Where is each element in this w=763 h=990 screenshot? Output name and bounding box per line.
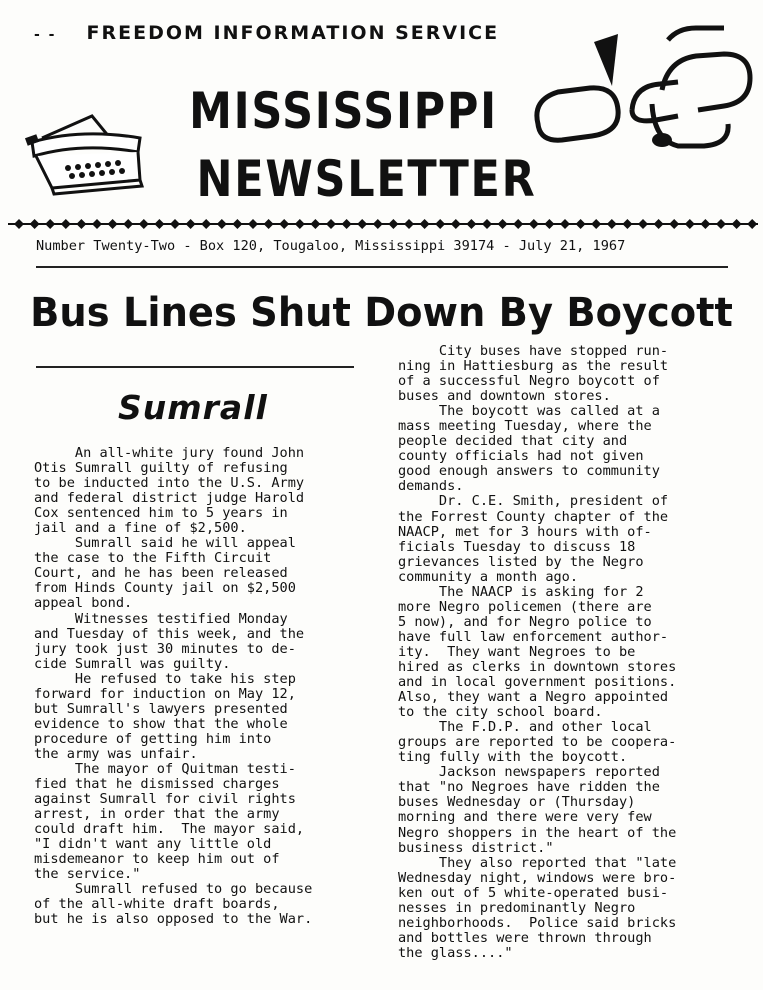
text-line: Sumrall refused to go because bbox=[34, 881, 313, 898]
diamond-ornament bbox=[498, 219, 508, 229]
diamond-ornament bbox=[669, 219, 679, 229]
text-line: misdemeanor to keep him out of bbox=[34, 851, 280, 868]
decorative-dashes: - - bbox=[34, 27, 57, 43]
text-line: procedure of getting him into bbox=[34, 730, 272, 747]
text-line: the service." bbox=[34, 866, 141, 883]
text-line: to the city school board. bbox=[398, 704, 603, 721]
text-line: good enough answers to community bbox=[398, 463, 660, 480]
text-line: forward for induction on May 12, bbox=[34, 685, 296, 702]
diamond-ornament bbox=[732, 219, 742, 229]
diamond-ornament bbox=[30, 219, 40, 229]
text-line: to be inducted into the U.S. Army bbox=[34, 475, 305, 492]
decorative-diamond-rule bbox=[8, 216, 758, 232]
text-line: and Tuesday of this week, and the bbox=[34, 625, 305, 642]
diamond-ornament bbox=[544, 219, 554, 229]
headline: Bus Lines Shut Down By Boycott bbox=[30, 290, 733, 336]
text-line: evidence to show that the whole bbox=[34, 715, 288, 732]
text-line: fied that he dismissed charges bbox=[34, 776, 280, 793]
text-line: of the all-white draft boards, bbox=[34, 896, 280, 913]
diamond-ornament bbox=[248, 219, 258, 229]
diamond-ornament bbox=[342, 219, 352, 229]
title-newsletter: NEWSLETTER bbox=[196, 150, 537, 208]
diamond-ornament bbox=[201, 219, 211, 229]
text-line: that "no Negroes have ridden the bbox=[398, 779, 660, 796]
diamond-ornament bbox=[420, 219, 430, 229]
diamond-ornament bbox=[279, 219, 289, 229]
text-line: groups are reported to be coopera- bbox=[398, 734, 677, 751]
masthead-service bbox=[34, 22, 514, 52]
text-line: ken out of 5 white-operated busi- bbox=[398, 884, 669, 901]
text-line: City buses have stopped run- bbox=[398, 343, 669, 359]
sumrall-story-text bbox=[34, 446, 312, 928]
text-line: ity. They want Negroes to be bbox=[398, 643, 636, 660]
text-line: of a successful Negro boycott of bbox=[398, 373, 660, 390]
text-line: the army was unfair. bbox=[34, 745, 198, 762]
text-line: morning and there were very few bbox=[398, 809, 652, 826]
diamond-ornament bbox=[716, 219, 726, 229]
text-line: the Forrest County chapter of the bbox=[398, 508, 669, 525]
text-line: against Sumrall for civil rights bbox=[34, 791, 296, 808]
text-line: and bottles were thrown through bbox=[398, 929, 652, 946]
diamond-ornament bbox=[529, 219, 539, 229]
diamond-ornament bbox=[513, 219, 523, 229]
diamond-ornament bbox=[466, 219, 476, 229]
text-line: Otis Sumrall guilty of refusing bbox=[34, 460, 288, 477]
diamond-ornament bbox=[14, 219, 24, 229]
diamond-ornament bbox=[232, 219, 242, 229]
text-line: the glass...." bbox=[398, 944, 513, 961]
text-line: Court, and he has been released bbox=[34, 565, 288, 582]
column-rule bbox=[36, 366, 354, 368]
text-line: appeal bond. bbox=[34, 595, 133, 612]
diamond-ornament bbox=[217, 219, 227, 229]
diamond-ornament bbox=[747, 219, 757, 229]
text-line: from Hinds County jail on $2,500 bbox=[34, 580, 296, 597]
text-line: arrest, in order that the army bbox=[34, 806, 280, 823]
text-line: NAACP, met for 3 hours with of- bbox=[398, 523, 652, 540]
diamond-ornament bbox=[61, 219, 71, 229]
diamond-ornament bbox=[451, 219, 461, 229]
service-name: FREEDOM INFORMATION SERVICE bbox=[86, 22, 500, 44]
broken-chain-icon bbox=[528, 20, 758, 180]
title-mississippi: MISSISSIPPI bbox=[189, 82, 498, 140]
diamond-ornament bbox=[560, 219, 570, 229]
text-line: Wednesday night, windows were bro- bbox=[398, 869, 677, 886]
text-line: demands. bbox=[398, 478, 464, 495]
diamond-ornament bbox=[108, 219, 118, 229]
text-line: Also, they want a Negro appointed bbox=[398, 689, 669, 706]
text-line: The F.D.P. and other local bbox=[398, 719, 652, 736]
diamond-ornament bbox=[435, 219, 445, 229]
text-line: have full law enforcement author- bbox=[398, 628, 669, 645]
text-line: He refused to take his step bbox=[34, 670, 296, 687]
diamond-ornament bbox=[622, 219, 632, 229]
diamond-ornament bbox=[295, 219, 305, 229]
diamond-ornament bbox=[638, 219, 648, 229]
text-line: Witnesses testified Monday bbox=[34, 610, 288, 627]
text-line: county officials had not given bbox=[398, 448, 644, 465]
diamond-ornament bbox=[357, 219, 367, 229]
text-line: The NAACP is asking for 2 bbox=[398, 583, 644, 600]
issue-info: Number Twenty-Two - Box 120, Tougaloo, Mississippi 39174 - July 21, 1967 bbox=[36, 238, 626, 254]
text-line: "I didn't want any little old bbox=[34, 836, 272, 853]
boycott-story-text bbox=[398, 344, 676, 961]
text-line: hired as clerks in downtown stores bbox=[398, 658, 677, 675]
diamond-ornament bbox=[264, 219, 274, 229]
text-line: Jackson newspapers reported bbox=[398, 764, 660, 781]
text-line: ficials Tuesday to discuss 18 bbox=[398, 538, 636, 555]
diamond-ornament bbox=[154, 219, 164, 229]
text-line: jury took just 30 minutes to de- bbox=[34, 640, 296, 657]
text-line: 5 now), and for Negro police to bbox=[398, 613, 652, 630]
text-line: but Sumrall's lawyers presented bbox=[34, 700, 288, 717]
diamond-ornament bbox=[45, 219, 55, 229]
text-line: An all-white jury found John bbox=[34, 445, 305, 461]
diamond-ornament bbox=[310, 219, 320, 229]
text-line: ting fully with the boycott. bbox=[398, 749, 628, 766]
diamond-ornament bbox=[404, 219, 414, 229]
diamond-ornament bbox=[186, 219, 196, 229]
diamond-ornament bbox=[388, 219, 398, 229]
diamond-ornament bbox=[326, 219, 336, 229]
text-line: Negro shoppers in the heart of the bbox=[398, 824, 677, 841]
text-line: They also reported that "late bbox=[398, 854, 677, 871]
diamond-ornament bbox=[700, 219, 710, 229]
diamond-ornament bbox=[654, 219, 664, 229]
text-line: people decided that city and bbox=[398, 433, 628, 450]
diamond-ornament bbox=[685, 219, 695, 229]
diamond-ornament bbox=[373, 219, 383, 229]
text-line: business district." bbox=[398, 839, 554, 856]
diamond-ornament bbox=[92, 219, 102, 229]
text-line: grievances listed by the Negro bbox=[398, 553, 644, 570]
text-line: cide Sumrall was guilty. bbox=[34, 655, 231, 672]
text-line: The mayor of Quitman testi- bbox=[34, 760, 296, 777]
text-line: and federal district judge Harold bbox=[34, 490, 305, 507]
diamond-ornament bbox=[576, 219, 586, 229]
diamond-ornament bbox=[139, 219, 149, 229]
text-line: neighborhoods. Police said bricks bbox=[398, 914, 677, 931]
text-line: nesses in predominantly Negro bbox=[398, 899, 636, 916]
diamond-ornament bbox=[591, 219, 601, 229]
diamond-ornament bbox=[607, 219, 617, 229]
text-line: the case to the Fifth Circuit bbox=[34, 550, 272, 567]
text-line: Sumrall said he will appeal bbox=[34, 535, 296, 552]
issue-rule bbox=[36, 266, 728, 268]
diamond-ornament bbox=[76, 219, 86, 229]
text-line: jail and a fine of $2,500. bbox=[34, 520, 247, 537]
text-line: Dr. C.E. Smith, president of bbox=[398, 493, 669, 510]
text-line: community a month ago. bbox=[398, 568, 579, 585]
diamond-ornament bbox=[170, 219, 180, 229]
text-line: The boycott was called at a bbox=[398, 403, 660, 420]
diamond-ornament bbox=[123, 219, 133, 229]
story-title-sumrall: Sumrall bbox=[118, 388, 268, 427]
text-line: mass meeting Tuesday, where the bbox=[398, 418, 652, 435]
text-line: but he is also opposed to the War. bbox=[34, 911, 313, 928]
text-line: more Negro policemen (there are bbox=[398, 598, 652, 615]
text-line: could draft him. The mayor said, bbox=[34, 821, 305, 838]
text-line: buses and downtown stores. bbox=[398, 388, 611, 405]
text-line: ning in Hattiesburg as the result bbox=[398, 358, 669, 375]
text-line: Cox sentenced him to 5 years in bbox=[34, 505, 288, 522]
text-line: and in local government positions. bbox=[398, 674, 677, 691]
diamond-ornament bbox=[482, 219, 492, 229]
text-line: buses Wednesday or (Thursday) bbox=[398, 794, 636, 811]
